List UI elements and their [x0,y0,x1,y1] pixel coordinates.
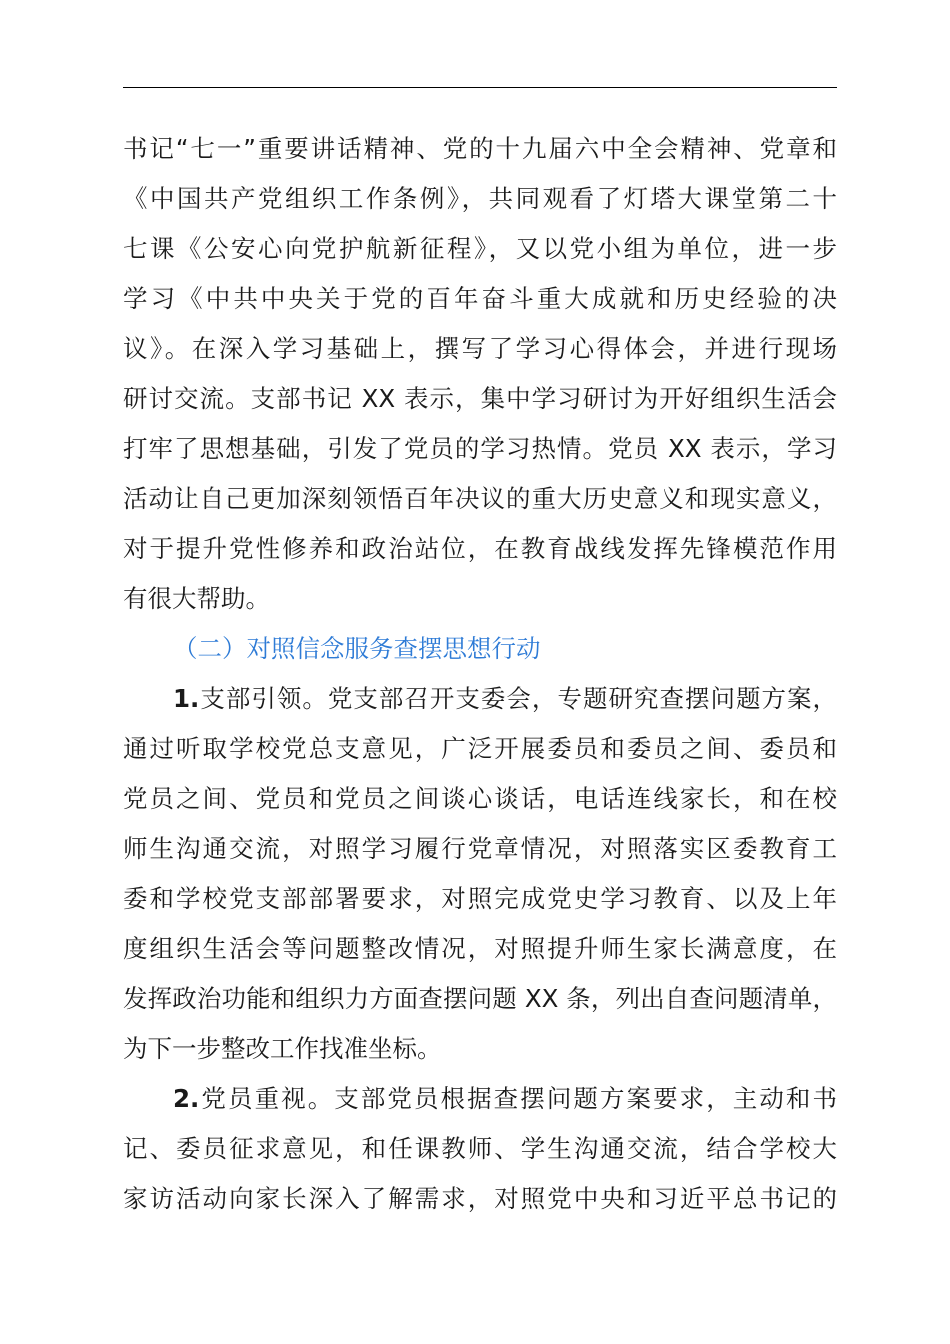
text-line: 度组织生活会等问题整改情况，对照提升师生家长满意度，在 [123,934,837,963]
text-line: 学习《中共中央关于党的百年奋斗重大成就和历史经验的决 [123,284,837,313]
item-text: 党员重视。支部党员根据查摆问题方案要求，主动和书 [199,1084,837,1113]
item-number: 2. [173,1084,200,1113]
text-line: 《中国共产党组织工作条例》，共同观看了灯塔大课堂第二十 [123,184,837,213]
item-member-attention [123,1074,837,1224]
text-line: 委和学校党支部部署要求，对照完成党史学习教育、以及上年 [123,884,837,913]
document-body [123,124,837,1224]
text-line: 活动让自己更加深刻领悟百年决议的重大历史意义和现实意义， [123,484,837,513]
text-line: 有很大帮助。 [123,584,270,613]
text-line: 对于提升党性修养和政治站位，在教育战线发挥先锋模范作用 [123,534,837,563]
header-rule [123,87,837,88]
text-line: 打牢了思想基础，引发了党员的学习热情。党员 XX 表示，学习 [123,434,837,463]
text-line: 记、委员征求意见，和任课教师、学生沟通交流，结合学校大 [123,1134,837,1163]
text-line: 通过听取学校党总支意见，广泛开展委员和委员之间、委员和 [123,734,837,763]
text-line: 发挥政治功能和组织力方面查摆问题 XX 条，列出自查问题清单， [123,984,837,1013]
item-text: 支部引领。党支部召开支委会，专题研究查摆问题方案， [199,684,837,713]
text-line: 七课《公安心向党护航新征程》，又以党小组为单位，进一步 [123,234,837,263]
text-line: 家访活动向家长深入了解需求，对照党中央和习近平总书记的 [123,1184,837,1213]
text-line: 研讨交流。支部书记 XX 表示，集中学习研讨为开好组织生活会 [123,384,837,413]
text-line: 书记“七一”重要讲话精神、党的十九届六中全会精神、党章和 [123,134,837,163]
text-line: 党员之间、党员和党员之间谈心谈话，电话连线家长，和在校 [123,784,837,813]
item-number: 1. [173,684,200,713]
text-line: 议》。在深入学习基础上，撰写了学习心得体会，并进行现场 [123,334,837,363]
item-first-line [123,674,837,724]
section-heading: （二）对照信念服务查摆思想行动 [173,634,541,663]
paragraph-study [123,124,837,624]
item-first-line [123,1074,837,1124]
text-line: 师生沟通交流，对照学习履行党章情况，对照落实区委教育工 [123,834,837,863]
item-branch-leadership [123,674,837,1074]
text-line: 为下一步整改工作找准坐标。 [123,1034,442,1063]
